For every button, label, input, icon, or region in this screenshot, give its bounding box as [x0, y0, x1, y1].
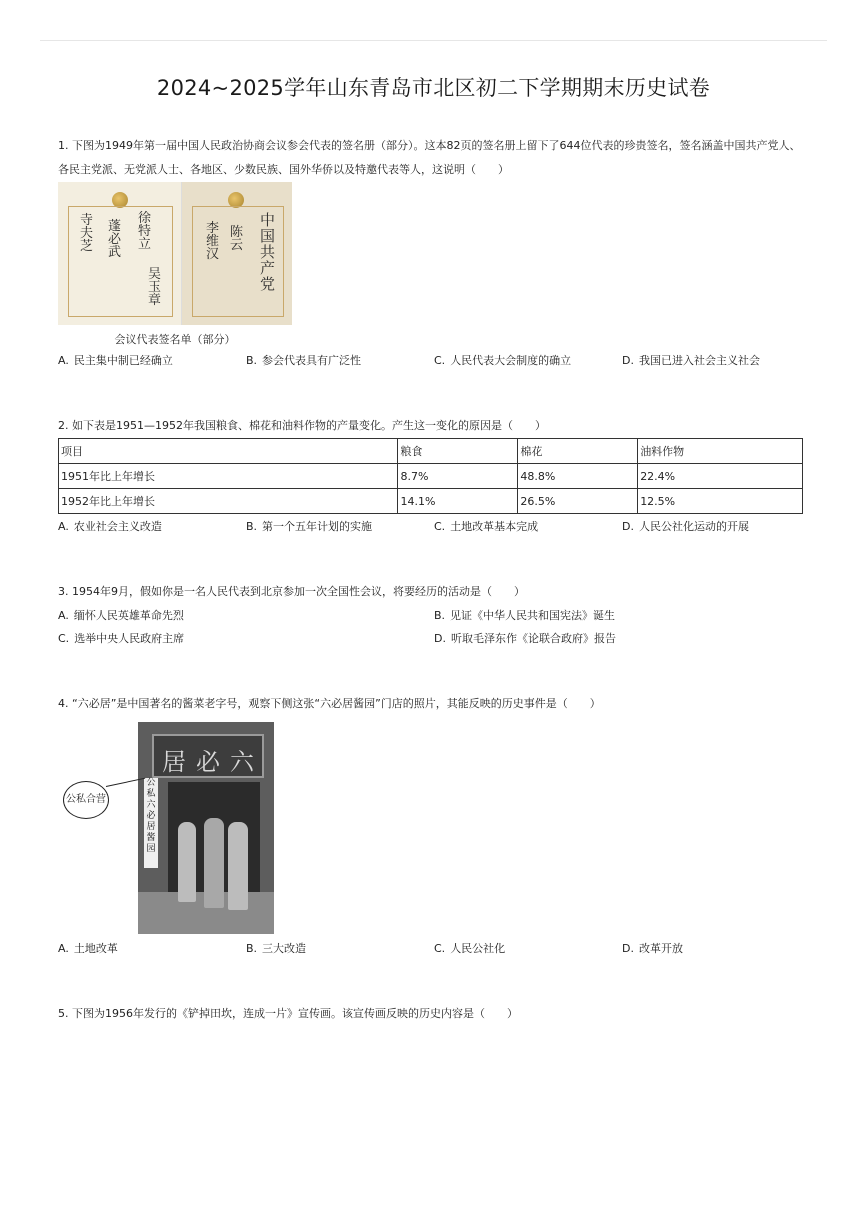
production-table	[58, 438, 803, 514]
question-1-stem: 1. 下图为1949年第一届中国人民政治协商会议参会代表的签名册（部分）。这本82页的签名册上留下了644位代表的珍贵签名，签名涵盖中国共产党人、各民主党派、无党派人士、各地区、少数民族、国外华侨以及特邀代表等人，这说明（ ）	[58, 139, 801, 176]
option-c[interactable]: C. 人民公社化	[434, 942, 506, 955]
signature-photo-right: 中国共产党 李维汉 陈云	[182, 182, 292, 325]
question-3-options-row1	[58, 607, 808, 627]
option-a[interactable]: A. 缅怀人民英雄革命先烈	[58, 609, 184, 622]
table-cell: 26.5%	[518, 489, 638, 514]
option-a[interactable]: A. 土地改革	[58, 942, 118, 955]
option-b[interactable]: B. 见证《中华人民共和国宪法》诞生	[434, 609, 616, 622]
shop-photo	[138, 722, 274, 934]
option-d[interactable]: D. 人民公社化运动的开展	[622, 520, 749, 533]
question-3-stem: 3. 1954年9月，假如你是一名人民代表到北京参加一次全国性会议，将要经历的活动是（ ）	[58, 585, 525, 598]
person-figure	[228, 822, 248, 910]
table-cell: 8.7%	[398, 464, 518, 489]
table-cell: 棉花	[518, 439, 638, 464]
table-cell: 项目	[59, 439, 398, 464]
option-b[interactable]: B. 第一个五年计划的实施	[246, 520, 373, 533]
table-row	[59, 489, 803, 514]
person-figure	[178, 822, 196, 902]
table-header-row	[59, 439, 803, 464]
option-c[interactable]: C. 人民代表大会制度的确立	[434, 354, 572, 367]
question-1-options	[58, 352, 808, 372]
option-d[interactable]: D. 改革开放	[622, 942, 683, 955]
figure-caption: 会议代表签名单（部分）	[114, 333, 236, 346]
vertical-sign: 公 私 六 必 居 酱 园	[144, 778, 158, 868]
table-cell: 油料作物	[638, 439, 803, 464]
table-cell: 1952年比上年增长	[59, 489, 398, 514]
table-cell: 22.4%	[638, 464, 803, 489]
option-a[interactable]: A. 民主集中制已经确立	[58, 354, 173, 367]
table-cell: 1951年比上年增长	[59, 464, 398, 489]
signature-photo-left: 寺夫芝 蓬必武 徐特立 吴玉章	[58, 182, 182, 325]
option-c[interactable]: C. 选举中央人民政府主席	[58, 632, 185, 645]
page-title: 2024~2025学年山东青岛市北区初二下学期期末历史试卷	[156, 76, 711, 100]
question-3-options-row2	[58, 630, 808, 650]
table-cell: 14.1%	[398, 489, 518, 514]
question-5-stem: 5. 下图为1956年发行的《铲掉田坎，连成一片》宣传画。该宣传画反映的历史内容是（ ）	[58, 1007, 518, 1020]
shop-sign: 居 必 六	[152, 734, 264, 778]
question-2-options	[58, 518, 808, 538]
table-cell: 12.5%	[638, 489, 803, 514]
option-b[interactable]: B. 参会代表具有广泛性	[246, 354, 362, 367]
option-b[interactable]: B. 三大改造	[246, 942, 307, 955]
option-a[interactable]: A. 农业社会主义改造	[58, 520, 162, 533]
person-figure	[204, 818, 224, 908]
table-cell: 粮食	[398, 439, 518, 464]
callout-bubble: 公私合营	[63, 781, 109, 819]
table-cell: 48.8%	[518, 464, 638, 489]
option-c[interactable]: C. 土地改革基本完成	[434, 520, 539, 533]
option-d[interactable]: D. 我国已进入社会主义社会	[622, 354, 760, 367]
question-4-stem: 4. “六必居”是中国著名的酱菜老字号，观察下侧这张“六必居酱园”门店的照片，其能反映的历史事件是（ ）	[58, 697, 601, 710]
top-divider	[40, 40, 827, 41]
option-d[interactable]: D. 听取毛泽东作《论联合政府》报告	[434, 632, 616, 645]
table-row	[59, 464, 803, 489]
question-4-options	[58, 940, 808, 960]
question-2-stem: 2. 如下表是1951—1952年我国粮食、棉花和油料作物的产量变化。产生这一变化的原因是（ ）	[58, 419, 546, 432]
